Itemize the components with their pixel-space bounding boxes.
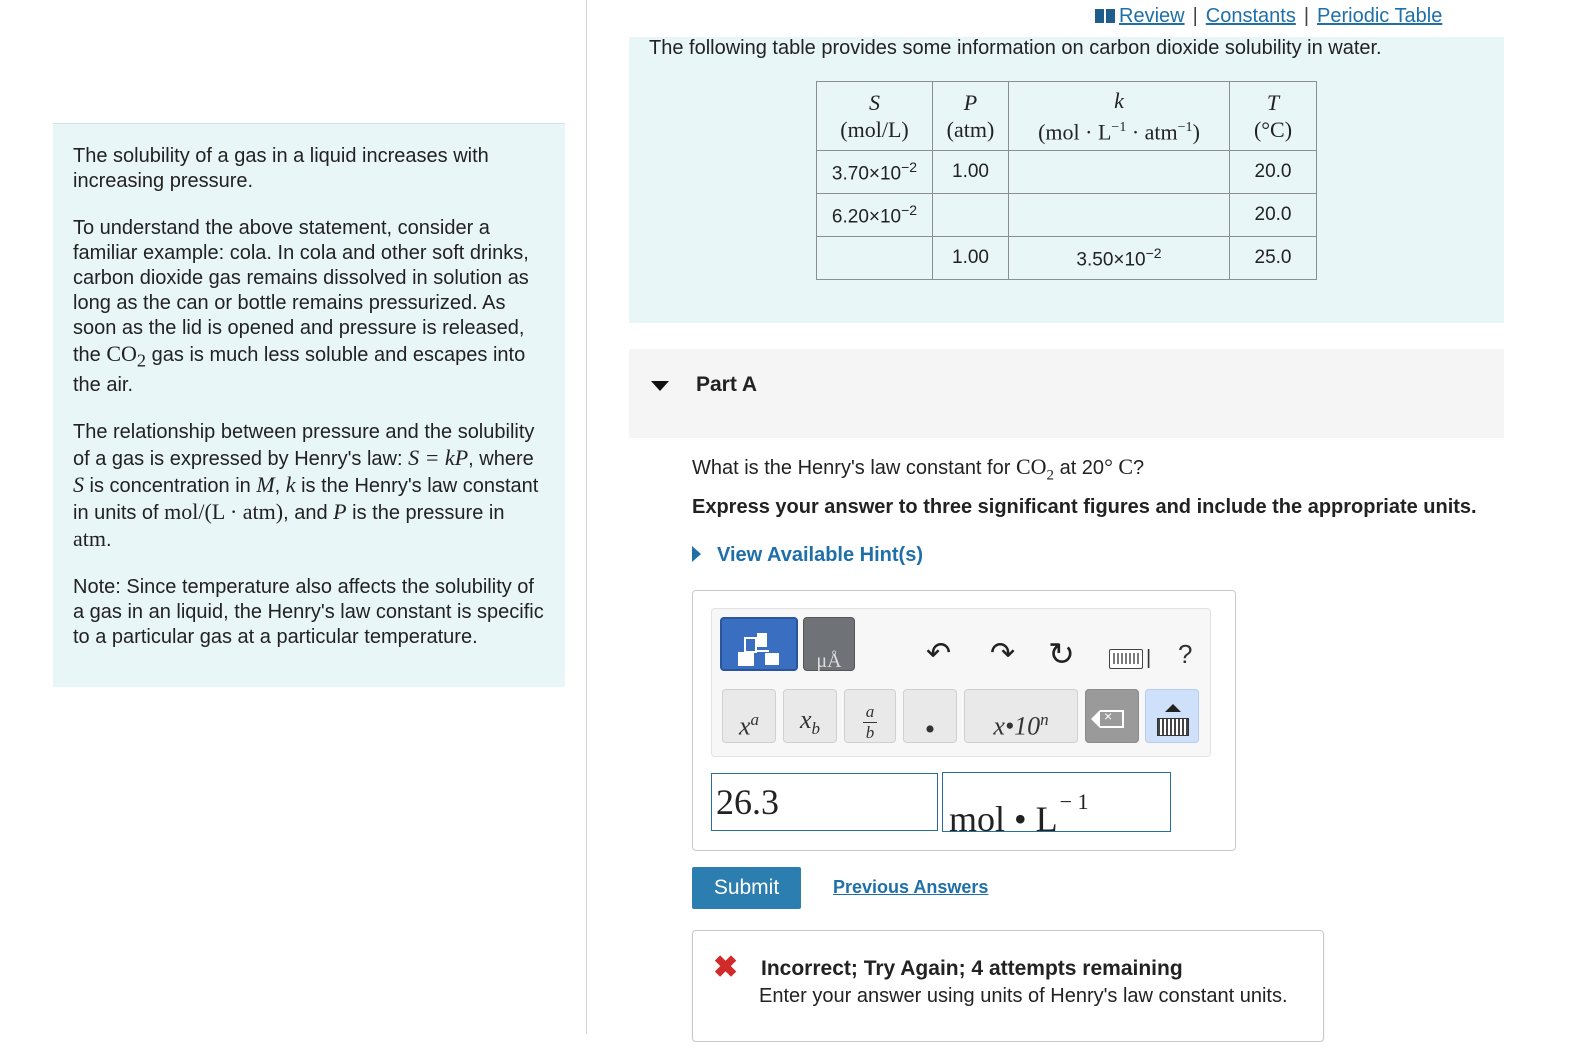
keyboard-icon (1157, 718, 1189, 736)
feedback-box (692, 930, 1324, 1042)
previous-answers-link[interactable]: Previous Answers (833, 877, 989, 897)
superscript-button[interactable]: $x^a$ (722, 689, 776, 743)
cell-p: 1.00 (933, 237, 1009, 280)
help-icon[interactable]: ? (1178, 639, 1193, 669)
incorrect-icon: ✖ (713, 951, 739, 984)
column-divider (586, 0, 587, 1034)
table-row (817, 151, 1317, 194)
intro-panel (53, 123, 565, 687)
math-toolbar (711, 608, 1211, 757)
reset-icon[interactable]: ↻ (1048, 636, 1075, 672)
cell-p (933, 194, 1009, 237)
caret-up-icon (1165, 704, 1181, 712)
feedback-text: Enter your answer using units of Henry's law constant units. (759, 985, 1288, 1007)
top-links: Review | Constants | Periodic Table (1095, 5, 1442, 28)
scientific-notation-button[interactable]: x•10$^n$ (964, 689, 1078, 743)
backspace-button[interactable] (1085, 689, 1139, 743)
info-panel (629, 37, 1504, 323)
feedback-title: Incorrect; Try Again; 4 attempts remaining (761, 957, 1183, 980)
info-lead: The following table provides some information on carbon dioxide solubility in water. (649, 37, 1382, 59)
answer-panel (692, 590, 1236, 851)
header-s: S (mol/L) (817, 82, 933, 151)
book-icon (1095, 9, 1115, 23)
part-a-header[interactable] (629, 349, 1504, 438)
header-k: k $(mol \cdot L^{-1} \cdot atm^{-1})$ (1009, 82, 1230, 151)
solubility-table (816, 81, 1317, 280)
question-text: What is the Henry's law constant for $CO_2$ at 20° C? (692, 454, 1145, 484)
cell-s: $3.70\times 10^{-2}$ (817, 151, 933, 194)
table-row (817, 237, 1317, 280)
constants-link[interactable]: Constants (1205, 5, 1296, 27)
subscript-button[interactable]: $x_b$ (783, 689, 837, 743)
co2-formula: $CO_2$ (106, 341, 147, 371)
cell-t: 20.0 (1230, 151, 1317, 194)
backspace-icon: × (1100, 710, 1124, 728)
table-row (817, 194, 1317, 237)
intro-paragraph-1: The solubility of a gas in a liquid increases with increasing pressure. (73, 145, 489, 192)
instruction-text: Express your answer to three significant figures and include the appropriate units. (692, 496, 1477, 518)
keyboard-toggle-button[interactable] (1145, 689, 1199, 743)
intro-paragraph-2: To understand the above statement, consider a familiar example: cola. In cola and other soft drinks, carbon dioxide gas remains dissolved in solution as long as the can or bottle remains pressurized. As soon as the lid is opened and pressure is released, the $CO_2$ gas is much less soluble and escapes into the air. (73, 217, 529, 397)
redo-icon[interactable]: ↷ (990, 637, 1016, 670)
henry-units: mol/(L · atm) (164, 499, 284, 525)
collapse-caret-icon[interactable] (651, 381, 669, 391)
fraction-button[interactable]: a b (844, 689, 896, 743)
cell-t: 25.0 (1230, 237, 1317, 280)
henry-equation: S = kP (408, 445, 469, 471)
cell-s (817, 237, 933, 280)
table-header-row (817, 82, 1317, 151)
cell-k (1009, 151, 1230, 194)
toolbar-separator: | (1146, 647, 1152, 669)
header-p: P (atm) (933, 82, 1009, 151)
undo-icon[interactable]: ↶ (926, 637, 952, 670)
keyboard-shortcuts-icon[interactable] (1109, 649, 1143, 669)
templates-button[interactable] (720, 617, 798, 671)
submit-button[interactable]: Submit (692, 867, 801, 909)
answer-value-input[interactable]: 26.3 (711, 773, 938, 831)
units-button[interactable]: μÅ (803, 617, 855, 671)
cell-k (1009, 194, 1230, 237)
periodic-table-link[interactable]: Periodic Table (1317, 5, 1443, 27)
cell-s: $6.20\times 10^{-2}$ (817, 194, 933, 237)
header-t: T (°C) (1230, 82, 1317, 151)
view-hints-link[interactable]: View Available Hint(s) (692, 544, 923, 567)
part-label: Part A (696, 373, 758, 396)
expand-caret-icon (692, 546, 701, 562)
intro-paragraph-3: The relationship between pressure and the solubility of a gas is expressed by Henry's law: S = kP, where S is concentration in M, k is the Henry's law constant in units of mol/(L · atm), and P is the pressure in atm. (73, 421, 539, 552)
cell-t: 20.0 (1230, 194, 1317, 237)
review-link[interactable]: Review (1119, 5, 1185, 27)
intro-paragraph-4: Note: Since temperature also affects the solubility of a gas in an liquid, the Henry's law constant is specific to a particular gas at a particular temperature. (73, 576, 544, 649)
cell-p: 1.00 (933, 151, 1009, 194)
cell-k: $3.50\times 10^{-2}$ (1009, 237, 1230, 280)
dot-button[interactable]: • (903, 689, 957, 743)
answer-units-input[interactable]: mol • $L^{- 1}$ (942, 772, 1171, 832)
